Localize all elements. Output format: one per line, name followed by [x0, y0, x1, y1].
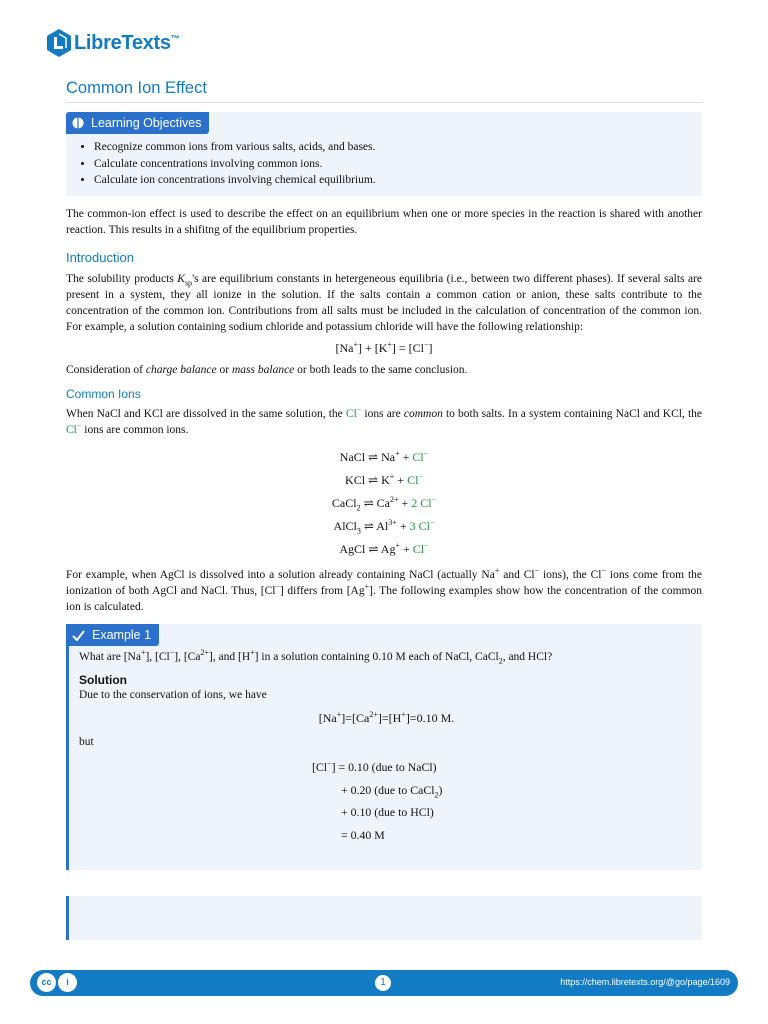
- checkmark-icon: [72, 630, 85, 641]
- agcl-paragraph: For example, when AgCl is dissolved into a solution already containing NaCl (actually Na+ and Cl− ions), the Cl− ions come from the ionization of both AgCl and NaCl. Thus, [Cl−] differs from [Ag+]. The following examples show how the concentration of the common ion is calculated.: [66, 566, 702, 613]
- list-item: • Calculate concentrations involving common ions.: [94, 156, 376, 173]
- objectives-list: [80, 139, 376, 189]
- cc-icon: cc: [37, 973, 56, 992]
- example-question: What are [Na+], [Cl−], $[Ca^{2+}]$, and [H+] in a solution containing 0.10 M each of NaCl, CaCl$_2$, and HCl?: [79, 648, 553, 666]
- sum-line: + 0.20 (due to CaCl$_2$): [341, 782, 443, 799]
- reaction-nacl: NaCl ⇌ Na+ + Cl−: [339, 449, 429, 464]
- reaction-agcl: AgCl ⇌ Ag+ + Cl−: [339, 541, 429, 556]
- page-number: 1: [375, 975, 391, 991]
- brand-name: LibreTexts™: [74, 31, 180, 54]
- solution-line: Due to the conservation of ions, we have: [79, 689, 267, 701]
- common-ions-paragraph: When NaCl and KCl are dissolved in the same solution, the Cl− ions are common to both salts. In a system containing NaCl and KCl, the Cl− ions are common ions.: [66, 405, 702, 436]
- charge-balance-equation: [Na+] + [K+] = [Cl−]: [335, 340, 433, 355]
- balance-paragraph: Consideration of charge balance or mass balance or both leads to the same conclusion.: [66, 364, 468, 376]
- list-item: • Calculate ion concentrations involving chemical equilibrium.: [94, 172, 376, 189]
- attribution-icon: i: [58, 973, 77, 992]
- brain-icon: [72, 117, 84, 129]
- page-title: Common Ion Effect: [66, 76, 702, 103]
- reaction-alcl3: AlCl$_3$ ⇌ $Al^{3+} + 3$ Cl−: [333, 518, 435, 536]
- reaction-kcl: KCl ⇌ K+ + Cl−: [345, 472, 423, 487]
- libretexts-logo-icon: [46, 28, 72, 58]
- chloride-sum: [312, 756, 694, 846]
- footer-bar: [30, 970, 738, 996]
- example-box: [66, 624, 702, 870]
- section-heading-common-ions: Common Ions: [66, 387, 141, 401]
- dissociation-reactions: [66, 446, 702, 561]
- solution-title: Solution: [79, 673, 127, 687]
- introduction-paragraph: The solubility products $K_{sp}'s$ are equilibrium constants in hetergeneous equilibria (i.e., between two different phases). If several salts are present in a system, they all ionize in the solution. If the salts contain a common cation or anion, these salts contribute to the concentration of the common ion. Contributions from all salts must be included in the calculation of concentration of the common ion. For example, a solution containing sodium chloride and potassium chloride will have the following relationship:: [66, 273, 702, 333]
- but-text: but: [79, 736, 94, 748]
- sum-line: + 0.10 (due to HCl): [341, 805, 434, 819]
- reaction-cacl2: CaCl$_2$ ⇌ $Ca^{2+} + 2$ Cl−: [331, 495, 437, 513]
- learning-objectives-box: [66, 112, 702, 196]
- sum-line: = 0.40 M: [341, 827, 385, 842]
- page-url[interactable]: https://chem.libretexts.org/@go/page/1609: [560, 977, 730, 987]
- license-badge[interactable]: [37, 973, 79, 992]
- sum-line: [Cl−] = 0.10 (due to NaCl): [312, 759, 437, 774]
- conservation-equation: $[Na^+]=[Ca^{2+}]=[H^+]=0.10$ M.: [318, 710, 455, 725]
- learning-objectives-tab: Learning Objectives: [66, 112, 209, 134]
- next-example-box: [66, 896, 702, 940]
- libretexts-logo[interactable]: [46, 28, 179, 58]
- section-heading-introduction: Introduction: [66, 250, 134, 265]
- intro-paragraph: The common-ion effect is used to describe the effect on an equilibrium when one or more species in the reaction is shared with another reaction. This results in a shifitng of the equilibrium properties.: [66, 208, 702, 236]
- example-tab: Example 1: [66, 624, 159, 646]
- article-content: [66, 76, 702, 870]
- example-content: [79, 648, 694, 846]
- list-item: • Recognize common ions from various salts, acids, and bases.: [94, 139, 376, 156]
